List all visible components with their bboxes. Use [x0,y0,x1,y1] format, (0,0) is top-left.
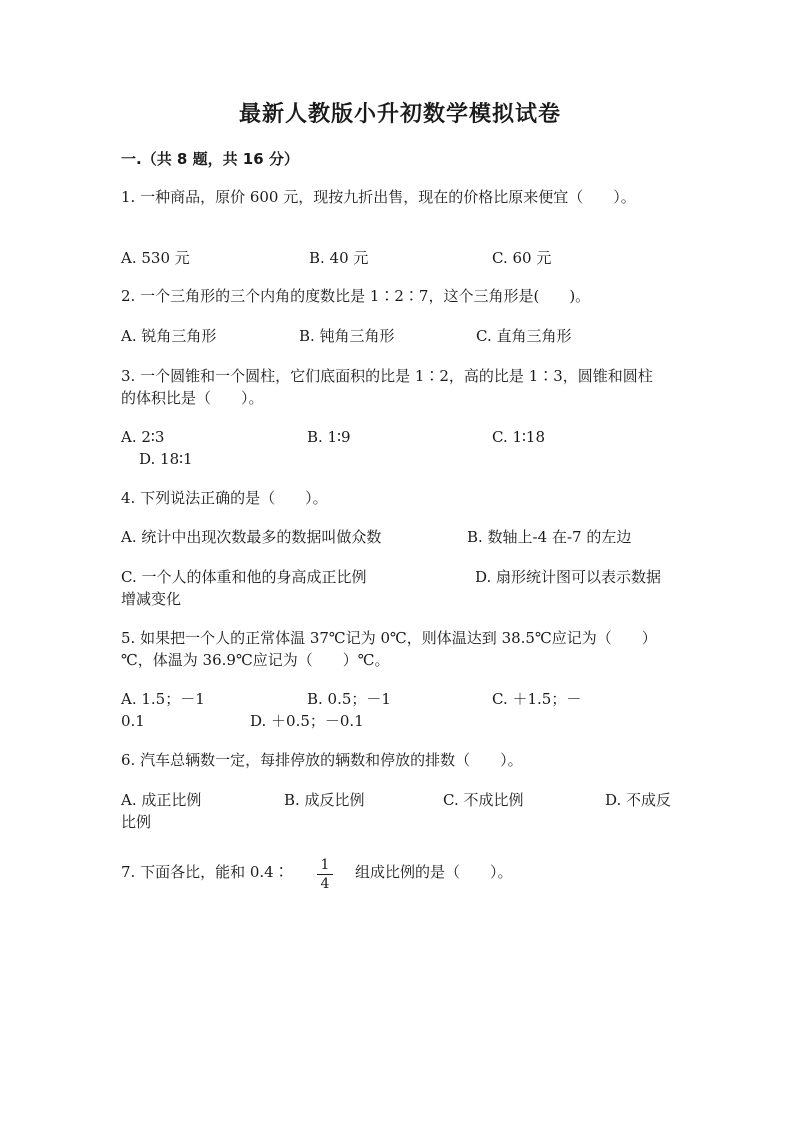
question-3-stem-line-1: 3. 一个圆锥和一个圆柱，它们底面积的比是 1∶2，高的比是 1∶3，圆锥和圆柱 [121,367,653,385]
question-6-option-b[interactable]: B. 成反比例 [284,791,365,809]
question-4-option-b[interactable]: B. 数轴上-4 在-7 的左边 [467,528,632,546]
question-5-option-d[interactable]: D. ＋0.5；－0.1 [250,712,364,730]
question-3-option-c[interactable]: C. 1∶18 [492,428,546,446]
question-2-option-a[interactable]: A. 锐角三角形 [121,327,217,345]
question-7-stem-before: 7. 下面各比，能和 0.4∶ [121,863,289,881]
page-title: 最新人教版小升初数学模拟试卷 [238,102,561,127]
question-2-option-c[interactable]: C. 直角三角形 [476,327,572,345]
question-2-stem: 2. 一个三角形的三个内角的度数比是 1∶2∶7，这个三角形是( )。 [121,287,591,305]
question-4-stem: 4. 下列说法正确的是（ ）。 [121,489,328,507]
fraction-numerator: 1 [320,857,330,873]
question-5-option-c-continued: 0.1 [121,712,145,730]
fraction-bar [317,874,333,875]
question-4-option-d[interactable]: D. 扇形统计图可以表示数据 [475,568,662,586]
question-5-option-a[interactable]: A. 1.5；－1 [121,690,205,708]
question-5-option-b[interactable]: B. 0.5；－1 [307,690,391,708]
question-1-stem: 1. 一种商品，原价 600 元，现按九折出售，现在的价格比原来便宜（ ）。 [121,188,636,206]
question-3-option-d[interactable]: D. 18∶1 [139,450,193,468]
question-6-option-d-continued: 比例 [121,813,152,831]
section-heading: 一.（共 8 题，共 16 分） [121,150,299,168]
question-3-option-b[interactable]: B. 1∶9 [307,428,351,446]
question-5-stem-line-1: 5. 如果把一个人的正常体温 37℃记为 0℃，则体温达到 38.5℃应记为（ ） [121,629,657,647]
question-1-option-c[interactable]: C. 60 元 [492,249,552,267]
question-3-stem-line-2: 的体积比是（ ）。 [121,389,264,407]
question-1-option-a[interactable]: A. 530 元 [121,249,190,267]
question-2-option-b[interactable]: B. 钝角三角形 [299,327,395,345]
question-3-option-a[interactable]: A. 2∶3 [121,428,165,446]
question-4-option-d-continued: 增减变化 [121,590,182,608]
fraction-one-quarter [315,857,335,892]
question-6-stem: 6. 汽车总辆数一定，每排停放的辆数和停放的排数（ ）。 [121,751,523,769]
question-6-option-d[interactable]: D. 不成反 [605,791,672,809]
question-5-stem-line-2: ℃，体温为 36.9℃应记为（ ）℃。 [121,651,390,669]
question-6-option-a[interactable]: A. 成正比例 [121,791,202,809]
question-4-option-a[interactable]: A. 统计中出现次数最多的数据叫做众数 [121,528,382,546]
question-4-option-c[interactable]: C. 一个人的体重和他的身高成正比例 [121,568,367,586]
question-6-option-c[interactable]: C. 不成比例 [443,791,524,809]
question-5-option-c[interactable]: C. ＋1.5；－ [492,690,582,708]
fraction-denominator: 4 [320,876,330,892]
question-7-stem-after: 组成比例的是（ ）。 [355,863,513,881]
question-1-option-b[interactable]: B. 40 元 [309,249,369,267]
